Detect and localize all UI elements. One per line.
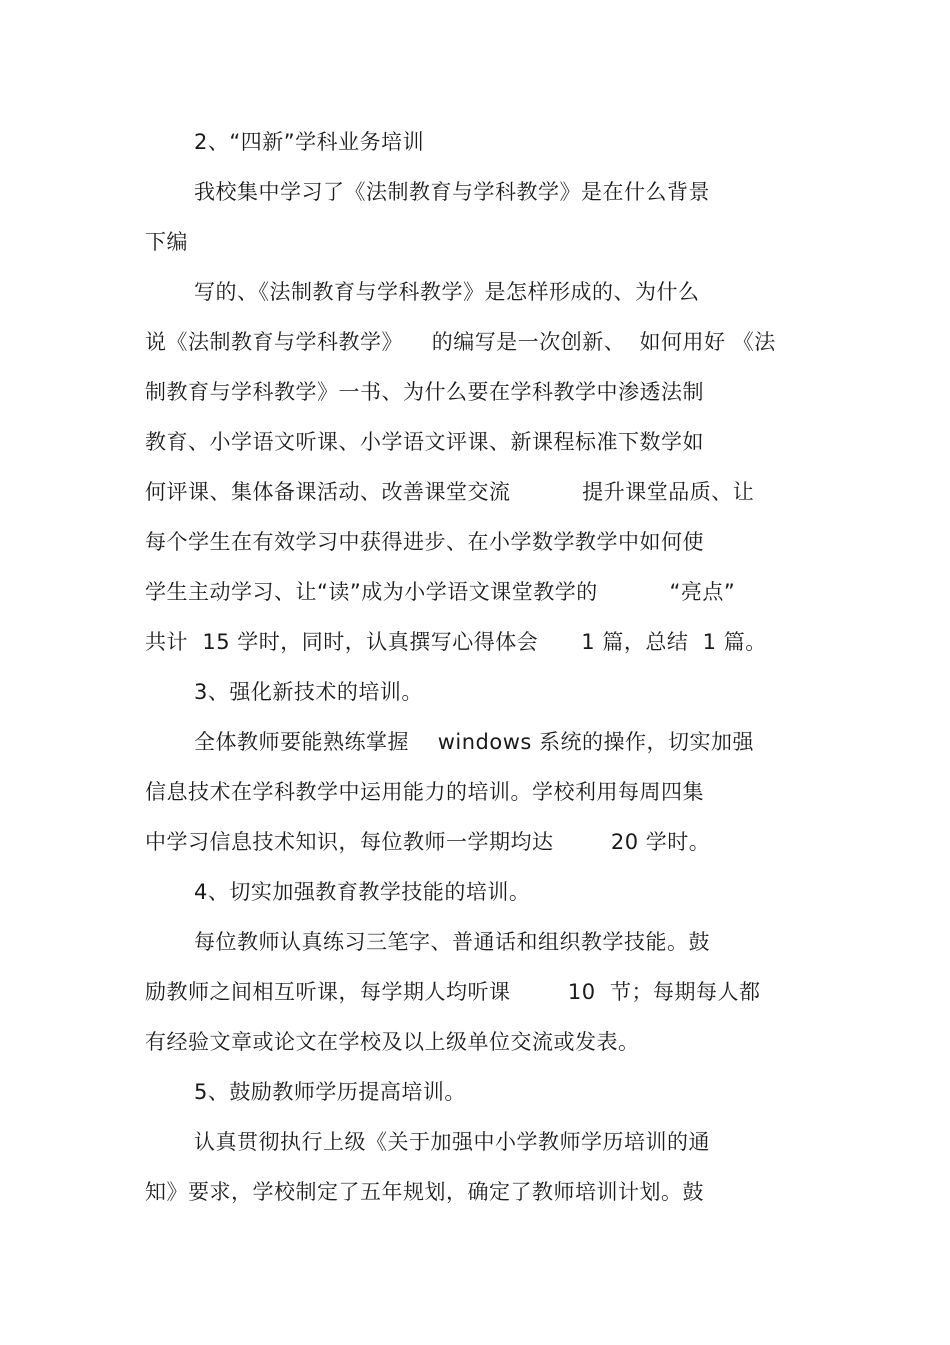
section-heading-5: 5、鼓励教师学历提高培训。 xyxy=(194,1080,466,1104)
section-heading-2: 2、“四新”学科业务培训 xyxy=(194,130,425,154)
paragraph-line: 励教师之间相互听课，每学期人均听课 10 节；每期每人都 xyxy=(145,980,761,1004)
paragraph-line: 知》要求，学校制定了五年规划，确定了教师培训计划。鼓 xyxy=(145,1180,704,1204)
paragraph-line: 何评课、集体备课活动、改善课堂交流 提升课堂品质、让 xyxy=(145,480,755,504)
section-heading-3: 3、强化新技术的培训。 xyxy=(194,680,423,704)
section-heading-4: 4、切实加强教育教学技能的培训。 xyxy=(194,880,531,904)
paragraph-line: 每个学生在有效学习中获得进步、在小学数学教学中如何使 xyxy=(145,530,704,554)
paragraph-line: 信息技术在学科教学中运用能力的培训。学校利用每周四集 xyxy=(145,780,704,804)
paragraph-line: 说《法制教育与学科教学》 的编写是一次创新、 如何用好 《法 xyxy=(145,330,776,354)
paragraph-line: 写的、《法制教育与学科教学》是怎样形成的、为什么 xyxy=(194,280,700,304)
paragraph-line: 制教育与学科教学》一书、为什么要在学科教学中渗透法制 xyxy=(145,380,704,404)
paragraph-line: 认真贯彻执行上级《关于加强中小学教师学历培训的通 xyxy=(194,1130,710,1154)
paragraph-line: 有经验文章或论文在学校及以上级单位交流或发表。 xyxy=(145,1030,640,1054)
paragraph-line: 学生主动学习、让“读”成为小学语文课堂教学的 “亮点” xyxy=(145,580,736,604)
paragraph-line: 中学习信息技术知识，每位教师一学期均达 20 学时。 xyxy=(145,830,711,854)
paragraph-line: 教育、小学语文听课、小学语文评课、新课程标准下数学如 xyxy=(145,430,704,454)
paragraph-line: 共计 15 学时，同时，认真撰写心得体会 1 篇，总结 1 篇。 xyxy=(145,630,767,654)
paragraph-line: 每位教师认真练习三笔字、普通话和组织教学技能。鼓 xyxy=(194,930,710,954)
paragraph-line: 我校集中学习了《法制教育与学科教学》是在什么背景 xyxy=(194,180,710,204)
paragraph-line: 下编 xyxy=(145,230,188,254)
paragraph-line: 全体教师要能熟练掌握 windows 系统的操作，切实加强 xyxy=(194,730,754,754)
